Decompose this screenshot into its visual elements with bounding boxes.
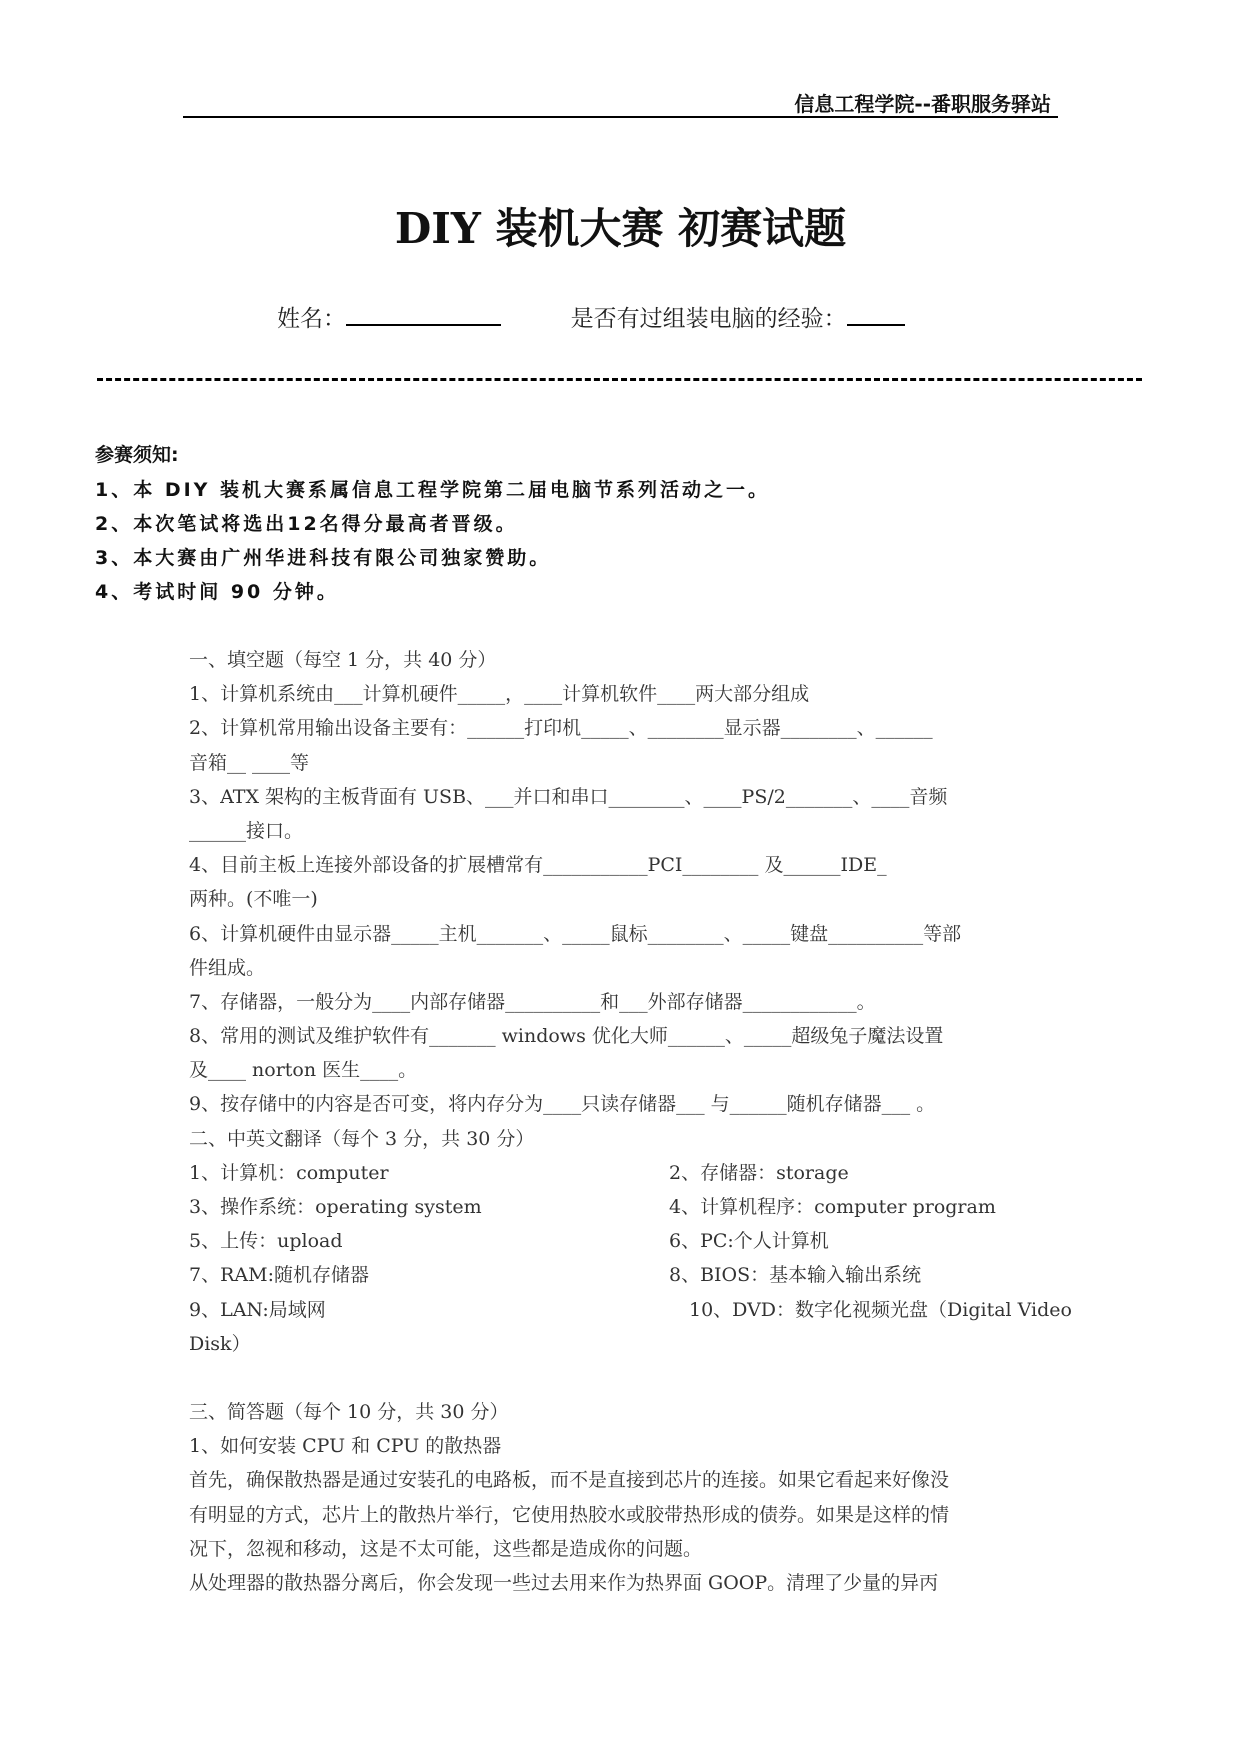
exam-body — [189, 643, 1072, 1600]
translation-right: 8、BIOS：基本输入输出系统 — [669, 1264, 922, 1287]
translation-left: 3、操作系统：operating system — [189, 1196, 482, 1218]
fill-blank-line: 4、目前主板上连接外部设备的扩展槽常有___________PCI________ 及______IDE_ — [189, 854, 887, 877]
name-label: 姓名： — [277, 306, 346, 332]
notice-item: 1、本 DIY 装机大赛系属信息工程学院第二届电脑节系列活动之一。 — [95, 479, 771, 501]
translation-left: 7、RAM:随机存储器 — [189, 1264, 369, 1287]
question-1: 1、如何安装 CPU 和 CPU 的散热器 — [189, 1435, 502, 1458]
fill-blank-line: 件组成。 — [189, 956, 266, 979]
experience-blank[interactable] — [847, 302, 905, 326]
notice-heading: 参赛须知: — [95, 444, 179, 466]
translation-right: 6、PC:个人计算机 — [669, 1230, 829, 1253]
page-header: 信息工程学院--番职服务驿站 — [794, 92, 1051, 116]
section3-heading: 三、简答题（每个 10 分，共 30 分） — [189, 1400, 509, 1423]
fill-blank-line: ______接口。 — [189, 819, 304, 842]
answer-line: 况下，忽视和移动，这是不太可能，这些都是造成你的问题。 — [189, 1537, 703, 1560]
header-rule — [183, 116, 1058, 118]
translation-row — [189, 1258, 1054, 1292]
notice-block — [95, 440, 770, 609]
answer-line: 从处理器的散热器分离后，你会发现一些过去用来作为热界面 GOOP。清理了少量的异丙 — [189, 1571, 939, 1594]
section2-heading: 二、中英文翻译（每个 3 分，共 30 分） — [189, 1127, 535, 1150]
fill-blank-line: 3、ATX 架构的主板背面有 USB、___并口和串口________、____PS/2_______、____音频 — [189, 785, 948, 808]
translation-right: 4、计算机程序：computer program — [669, 1196, 996, 1218]
fill-blank-line: 9、按存储中的内容是否可变，将内存分为____只读存储器___ 与______随机存储器___ 。 — [189, 1093, 936, 1116]
translation-continuation: Disk） — [189, 1332, 251, 1355]
fill-blank-line: 1、计算机系统由___计算机硬件_____，____计算机软件____两大部分组成 — [189, 683, 810, 706]
fill-blank-line: 及____ norton 医生____。 — [189, 1059, 418, 1082]
name-line — [277, 300, 905, 333]
fill-blank-line: 两种。(不唯一) — [189, 888, 318, 911]
translation-left: 5、上传：upload — [189, 1230, 343, 1253]
translation-row — [189, 1156, 1054, 1190]
translation-right: 2、存储器：storage — [669, 1161, 849, 1184]
answer-line: 首先，确保散热器是通过安装孔的电路板，而不是直接到芯片的连接。如果它看起来好像没 — [189, 1469, 950, 1492]
fill-blank-line: 8、常用的测试及维护软件有_______ windows 优化大师______、_____超级兔子魔法设置 — [189, 1025, 944, 1048]
answer-line: 有明显的方式，芯片上的散热片举行，它使用热胶水或胶带热形成的债券。如果是这样的情 — [189, 1503, 950, 1526]
notice-item: 4、考试时间 90 分钟。 — [95, 581, 339, 603]
notice-item: 2、本次笔试将选出12名得分最高者晋级。 — [95, 513, 518, 535]
page-title: DIY 装机大赛 初赛试题 — [394, 204, 847, 253]
translation-left: 1、计算机：computer — [189, 1161, 389, 1184]
translation-right: 10、DVD：数字化视频光盘（Digital Video — [689, 1298, 1072, 1321]
name-blank[interactable] — [346, 302, 501, 326]
fill-blank-line: 6、计算机硬件由显示器_____主机_______、_____鼠标________、_____键盘__________等部 — [189, 922, 962, 945]
notice-item: 3、本大赛由广州华进科技有限公司独家赞助。 — [95, 547, 552, 569]
fill-blank-line: 音箱__ ____等 — [189, 751, 310, 774]
translation-left: 9、LAN:局域网 — [189, 1298, 326, 1321]
translation-row — [189, 1224, 1054, 1258]
cut-line — [97, 378, 1142, 381]
experience-label: 是否有过组装电脑的经验： — [570, 306, 847, 332]
fill-blank-line: 2、计算机常用输出设备主要有：______打印机_____、________显示器________、______ — [189, 717, 933, 740]
fill-blank-line: 7、存储器，一般分为____内部存储器__________和___外部存储器____________。 — [189, 990, 876, 1013]
translation-row — [189, 1293, 1072, 1327]
section1-heading: 一、填空题（每空 1 分，共 40 分） — [189, 649, 497, 671]
translation-row — [189, 1190, 1054, 1224]
